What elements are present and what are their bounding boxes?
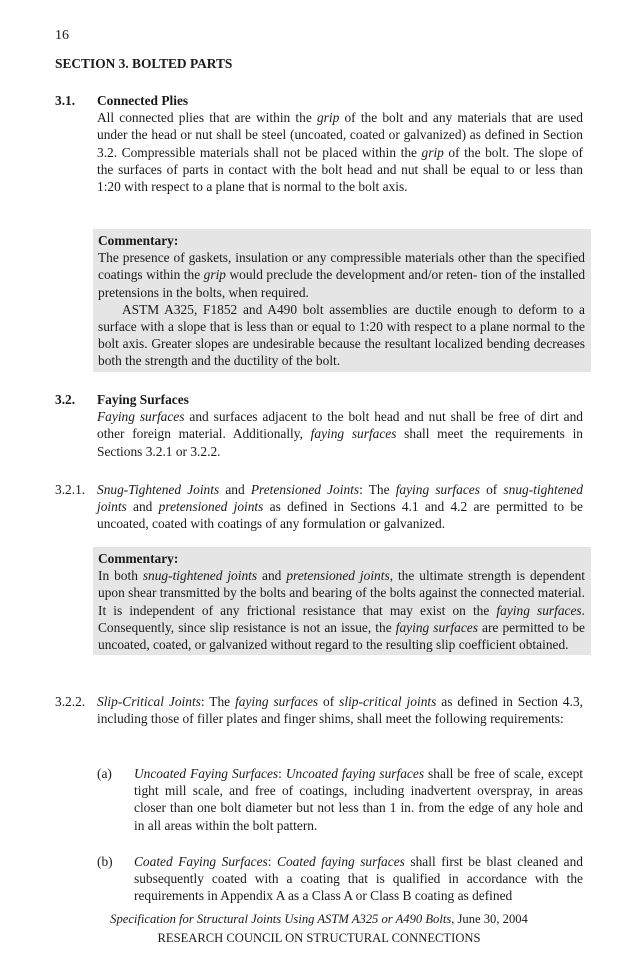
italic-term: Coated faying surfaces [277,854,405,869]
section-3-2-number: 3.2. [55,392,76,407]
item-a-body [134,765,583,834]
italic-term: grip [421,144,444,160]
italic-term: faying surfaces [235,694,319,709]
section-3-1-block [97,92,583,195]
italic-term: Slip-Critical Joints [97,694,201,709]
text-run: and [257,568,287,584]
text-run: and surfaces adjacent to the bolt head and nut shall be free of dirt and other foreign material. Additionally, [97,409,583,442]
section-3-2-2-number: 3.2.2. [55,694,86,709]
text-run: In both [98,568,143,584]
text-run: : The [359,482,396,497]
section-3-2-1-block [97,481,583,533]
italic-term: pretensioned joints [158,499,264,515]
italic-term: slip-critical joints [339,694,437,709]
text-run: , June 30, 2004 [451,912,528,926]
text-run: . Consequently, since slip resistance is not an issue, the [98,602,585,635]
text-run: as defined in Section 4.3, including those of filler plates and finger shims, shall meet the following requirements: [97,694,583,727]
text-run: : [278,766,286,781]
item-a-label: (a) [97,766,112,781]
section-3-1-body [97,109,583,195]
italic-term: grip [203,267,226,283]
item-b-body [134,853,583,905]
section-3-1-heading: Connected Plies [97,93,189,108]
italic-term: snug-tightened joints [142,568,258,584]
italic-term: Specification for Structural Joints Using ASTM A325 or A490 Bolts [110,912,452,926]
text-run: shall be free of scale, except tight mill scale, and free of coatings, including inadvertent overspray, in areas closer than one bolt diameter but not less than 1 in. from the edge of any hole and in all areas within the bolt pattern. [134,766,583,833]
text-run: ASTM A325, F1852 and A490 bolt assemblies are ductile enough to deform to a surface with a slope that is less than or equal to 1:20 with respect to a plane normal to the bolt axis. Greater slopes are undesirable because the resultant localized bending decreases both the strength and the ductility of the bolt. [98,301,585,369]
commentary-1-paragraph-2 [98,301,585,370]
page-number: 16 [55,28,69,43]
text-run: of the bolt and any materials that are used under the head or nut shall be steel (uncoated, coated or galvanized) as defined in Section 3.2. Compressible materials shall not be placed within the [97,110,583,160]
italic-term: faying surfaces [395,619,478,635]
text-run: shall meet the requirements in Sections 3.2.1 or 3.2.2. [97,426,583,459]
text-run: of [318,694,340,709]
text-run: All connected plies that are within the [97,110,317,126]
text-run: and [219,482,251,497]
text-run: as defined in Sections 4.1 and 4.2 are permitted to be uncoated, coated with coatings of any formulation or galvanized. [97,499,583,532]
italic-term: Pretensioned Joints [250,482,360,497]
italic-term: Uncoated faying surfaces [285,766,425,781]
italic-term: Snug-Tightened Joints [97,482,220,497]
italic-term: faying surfaces [496,602,582,618]
italic-term: snug-tightened joints [97,482,583,515]
section-title: SECTION 3. BOLTED PARTS [55,56,233,71]
running-footer-publisher: RESEARCH COUNCIL ON STRUCTURAL CONNECTIONS [157,931,481,945]
italic-term: Faying surfaces [97,409,185,425]
commentary-heading: Commentary: [98,233,179,248]
text-run: , the ultimate strength is dependent upon shear transmitted by the bolts and bearing of the bolts against the connected material. It is independent of any frictional resistance that may exist on the [98,568,586,618]
text-run: of [479,482,504,497]
commentary-heading: Commentary: [98,551,179,566]
running-footer-title [0,911,638,928]
section-3-2-2-block [97,693,583,727]
text-run: of the bolt. The slope of the surfaces of parts in contact with the bolt head and nut shall be equal to or less than 1:20 with respect to a plane that is normal to the bolt axis. [97,144,583,195]
text-run: shall first be blast cleaned and subsequently coated with a coating that is qualified in accordance with the requirements in Appendix A as a Class A or Class B coating as defined [134,854,583,904]
commentary-box-2 [93,547,591,655]
text-run: : [267,854,278,869]
section-3-2-1-number: 3.2.1. [55,482,86,497]
text-run: are permitted to be uncoated, coated, or galvanized without regard to the resulting slip coefficient obtained. [98,619,586,653]
item-b-block [134,853,583,905]
item-b-label: (b) [97,854,113,869]
text-run: : The [200,694,236,709]
section-3-2-2-body [97,693,583,727]
section-3-2-body [97,408,583,460]
italic-term: Coated Faying Surfaces [134,854,268,869]
section-3-2-heading: Faying Surfaces [97,392,189,407]
text-run: and [126,499,159,515]
text-run: would preclude the development and/or reten- tion of the installed pretensions in the bolts, when required. [98,267,586,300]
italic-term: faying surfaces [310,426,397,442]
italic-term: faying surfaces [395,482,480,497]
italic-term: grip [316,110,340,126]
section-3-2-block [97,391,583,460]
item-a-block [134,765,583,834]
italic-term: pretensioned joints [286,568,390,584]
commentary-1-paragraph-1 [98,249,585,301]
commentary-box-1 [93,229,591,372]
commentary-2-paragraph-1 [98,567,585,653]
section-3-2-1-body [97,481,583,533]
section-3-1-number: 3.1. [55,93,76,108]
italic-term: Uncoated Faying Surfaces [134,766,279,781]
text-run: The presence of gaskets, insulation or any compressible materials other than the specified coatings within the [98,250,585,283]
